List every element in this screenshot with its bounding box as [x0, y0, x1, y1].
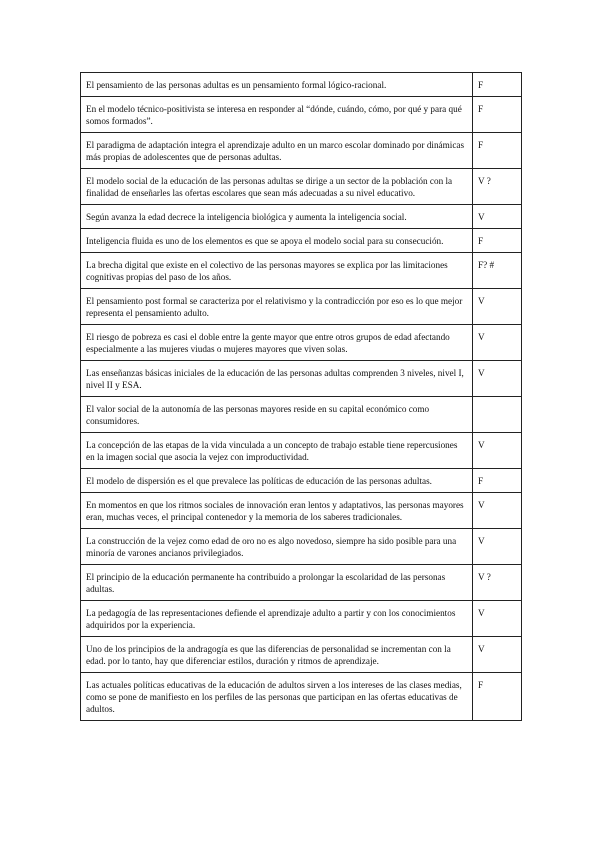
answer-cell: F: [473, 73, 522, 97]
statement-cell: La construcción de la vejez como edad de oro no es algo novedoso, siempre ha sido posible para una minoría de varones ancianos privilegiados.: [81, 529, 473, 565]
statement-cell: El principio de la educación permanente ha contribuido a prolongar la escolaridad de las personas adultas.: [81, 565, 473, 601]
answer-cell: V: [473, 361, 522, 397]
statement-cell: El riesgo de pobreza es casi el doble entre la gente mayor que entre otros grupos de edad afectando especialmente a las mujeres viudas o mujeres mayores que viven solas.: [81, 325, 473, 361]
table-row: [81, 253, 522, 289]
answer-cell: V: [473, 205, 522, 229]
table-row: [81, 289, 522, 325]
true-false-table: [80, 72, 522, 721]
table-row: [81, 397, 522, 433]
statement-cell: En el modelo técnico-positivista se interesa en responder al “dónde, cuándo, cómo, por qué y para qué somos formados”.: [81, 97, 473, 133]
table-row: [81, 529, 522, 565]
statement-cell: La brecha digital que existe en el colectivo de las personas mayores se explica por las limitaciones cognitivas propias del paso de los años.: [81, 253, 473, 289]
table-row: [81, 361, 522, 397]
statement-cell: El modelo social de la educación de las personas adultas se dirige a un sector de la población con la finalidad de enseñarles las ofertas escolares que sean más adecuadas a su nivel educativo.: [81, 169, 473, 205]
answer-cell: F: [473, 673, 522, 721]
answer-cell: V: [473, 289, 522, 325]
statement-cell: El paradigma de adaptación integra el aprendizaje adulto en un marco escolar dominado por dinámicas más propias de adolescentes que de personas adultas.: [81, 133, 473, 169]
statement-cell: El valor social de la autonomía de las personas mayores reside en su capital económico como consumidores.: [81, 397, 473, 433]
answer-cell: V: [473, 529, 522, 565]
statement-cell: Inteligencia fluida es uno de los elementos es que se apoya el modelo social para su consecución.: [81, 229, 473, 253]
answer-cell: F: [473, 97, 522, 133]
table-row: [81, 601, 522, 637]
table-row: [81, 73, 522, 97]
table-row: [81, 433, 522, 469]
answer-cell: V: [473, 493, 522, 529]
table-row: [81, 205, 522, 229]
statement-cell: La concepción de las etapas de la vida vinculada a un concepto de trabajo estable tiene repercusiones en la imagen social que asocia la vejez con improductividad.: [81, 433, 473, 469]
answer-cell: F? #: [473, 253, 522, 289]
statement-cell: Las enseñanzas básicas iniciales de la educación de las personas adultas comprenden 3 niveles, nivel I, nivel II y ESA.: [81, 361, 473, 397]
answer-cell: V: [473, 601, 522, 637]
table-row: [81, 469, 522, 493]
statement-cell: Uno de los principios de la andragogía es que las diferencias de personalidad se incrementan con la edad. por lo tanto, hay que diferenciar estilos, duración y ritmos de aprendizaje.: [81, 637, 473, 673]
table-row: [81, 325, 522, 361]
table-row: [81, 97, 522, 133]
answer-cell: F: [473, 229, 522, 253]
answer-cell: V ?: [473, 565, 522, 601]
statement-cell: Según avanza la edad decrece la inteligencia biológica y aumenta la inteligencia social.: [81, 205, 473, 229]
table-row: [81, 565, 522, 601]
answer-cell: V: [473, 325, 522, 361]
statement-cell: El pensamiento post formal se caracteriza por el relativismo y la contradicción por eso es lo que mejor representa el pensamiento adulto.: [81, 289, 473, 325]
answer-cell: F: [473, 469, 522, 493]
table-row: [81, 169, 522, 205]
answer-cell: F: [473, 133, 522, 169]
table-row: [81, 637, 522, 673]
table-row: [81, 493, 522, 529]
answer-cell: [473, 397, 522, 433]
statement-cell: En momentos en que los ritmos sociales de innovación eran lentos y adaptativos, las personas mayores eran, muchas veces, el principal contenedor y la memoria de los saberes tradicionales.: [81, 493, 473, 529]
answer-cell: V ?: [473, 169, 522, 205]
statement-cell: El modelo de dispersión es el que prevalece las políticas de educación de las personas adultas.: [81, 469, 473, 493]
table-row: [81, 673, 522, 721]
statement-cell: El pensamiento de las personas adultas es un pensamiento formal lógico-racional.: [81, 73, 473, 97]
statement-cell: La pedagogía de las representaciones defiende el aprendizaje adulto a partir y con los conocimientos adquiridos por la experiencia.: [81, 601, 473, 637]
answer-cell: V: [473, 433, 522, 469]
table-row: [81, 229, 522, 253]
answer-cell: V: [473, 637, 522, 673]
table-row: [81, 133, 522, 169]
statement-cell: Las actuales políticas educativas de la educación de adultos sirven a los intereses de las clases medias, como se pone de manifiesto en los perfiles de las personas que participan en las ofertas educativas de adultos.: [81, 673, 473, 721]
